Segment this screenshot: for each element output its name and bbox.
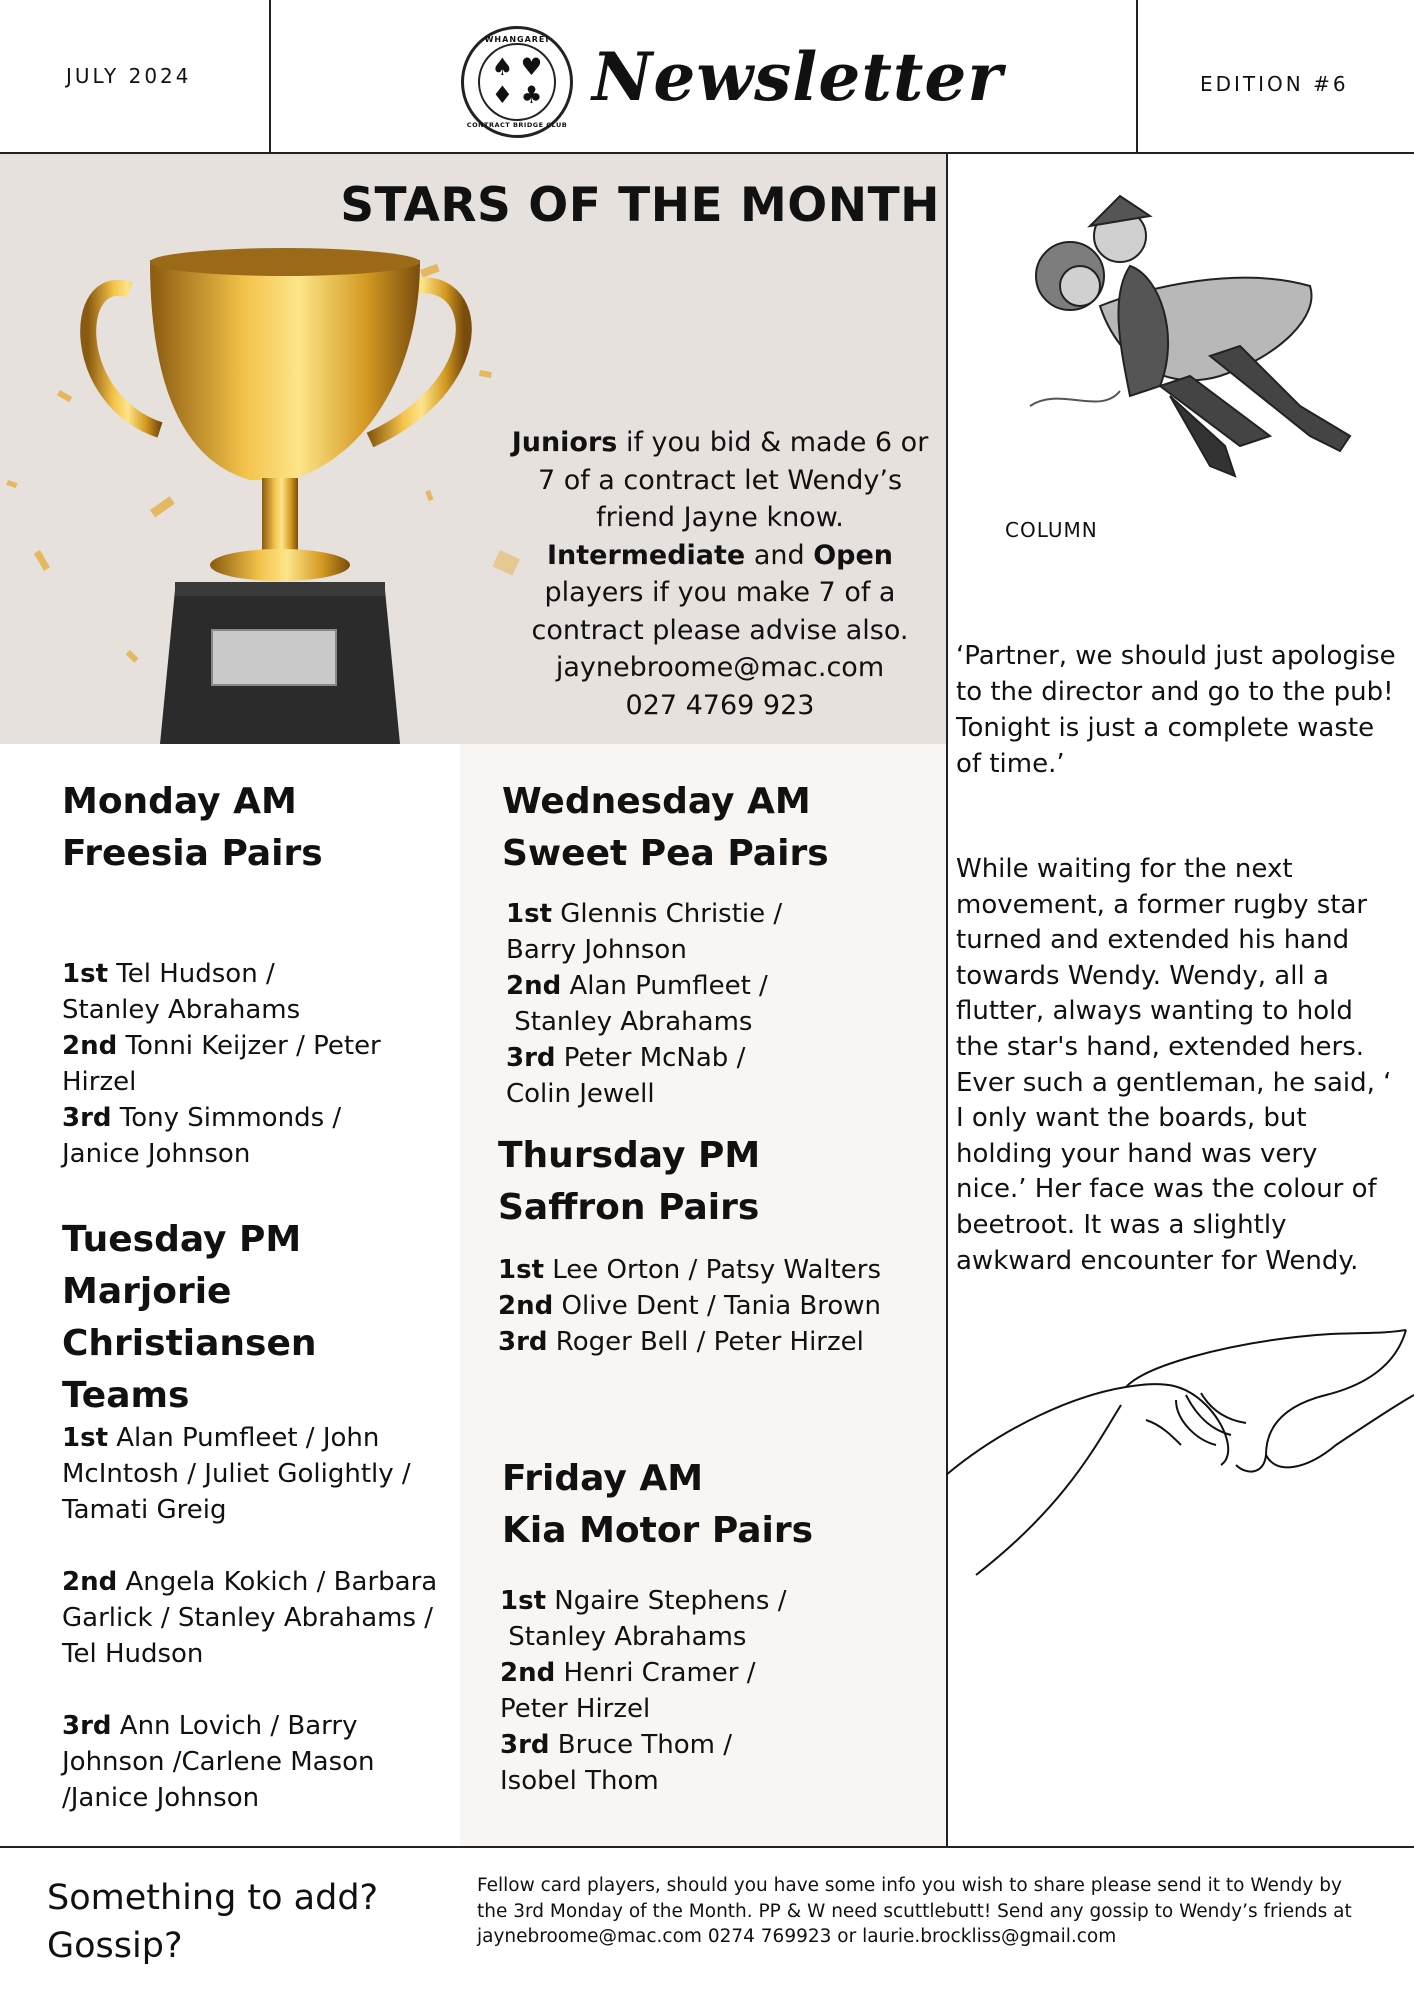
stars-title: STARS OF THE MONTH: [340, 178, 940, 233]
tuesday-title-line3: Christiansen: [62, 1323, 317, 1364]
place-label: 1st: [62, 959, 108, 989]
column-quote: ‘Partner, we should just apologise to the director and go to the pub! Tonight is just a complete waste of time.’: [956, 641, 1396, 779]
result-text: Roger Bell / Peter Hirzel: [547, 1327, 864, 1357]
result-text: Colin Jewell: [506, 1079, 655, 1109]
tuesday-title-line4: Teams: [62, 1375, 190, 1416]
juniors-label: Juniors: [511, 427, 618, 458]
thursday-title-line2: Saffron Pairs: [498, 1187, 760, 1228]
place-label: 3rd: [506, 1043, 556, 1073]
tuesday-section: [62, 1214, 452, 1816]
column-label: COLUMN: [1005, 518, 1098, 542]
monday-section: [62, 776, 452, 1172]
footer-text: Fellow card players, should you have some info you wish to share please send it to Wendy by the 3rd Monday of the Month. PP & W need scuttlebutt! Send any gossip to Wendy’s friends at jaynebroome@mac.com 0274 769923 or laurie.brockliss@gmail.com: [477, 1875, 1352, 1947]
result-text: McIntosh / Juliet Golightly /: [62, 1459, 411, 1489]
result-text: Janice Johnson: [62, 1139, 251, 1169]
result-text: Olive Dent / Tania Brown: [553, 1291, 882, 1321]
place-label: 2nd: [500, 1658, 556, 1688]
wednesday-title-line1: Wednesday AM: [502, 781, 811, 822]
juniors-notice: [500, 424, 940, 724]
result-text: Barry Johnson: [506, 935, 687, 965]
juniors-text: if you bid & made 6 or 7 of a contract let Wendy’s friend Jayne know.: [537, 427, 929, 533]
result-text: Peter Hirzel: [500, 1694, 651, 1724]
result-text: Peter McNab /: [555, 1043, 746, 1073]
result-text: Ann Lovich / Barry: [111, 1711, 358, 1741]
place-label: 2nd: [62, 1567, 118, 1597]
header-divider-right: [1136, 0, 1138, 154]
club-logo: [461, 26, 573, 138]
result-text: Tonni Keijzer / Peter: [117, 1031, 381, 1061]
place-label: 2nd: [506, 971, 562, 1001]
issue-date: JULY 2024: [66, 64, 192, 88]
edition-number: EDITION #6: [1200, 72, 1349, 96]
result-text: Lee Orton / Patsy Walters: [544, 1255, 882, 1285]
card-suits-icon: ♠ ♥ ♦ ♣: [491, 53, 543, 109]
footer-rule: [0, 1846, 1414, 1848]
column-story: While waiting for the next movement, a former rugby star turned and extended his hand towards Wendy. Wendy, all a flutter, always wanting to hold the star's hand, extended hers. Ever such a gentleman, he said, ‘ I only want the boards, but holding your hand was very nice.’ Her face was the colour of beetroot. It was a slightly awkward encounter for Wendy.: [956, 854, 1392, 1276]
tuesday-title-line1: Tuesday PM: [62, 1219, 302, 1260]
wednesday-results: [502, 896, 932, 1112]
thursday-results: [498, 1252, 938, 1360]
open-label: Open: [813, 539, 894, 571]
trophy-icon: [0, 230, 560, 744]
holding-hands-illustration: [946, 1325, 1414, 1585]
result-text: Tel Hudson: [62, 1639, 204, 1669]
result-text: Henri Cramer /: [555, 1658, 756, 1688]
place-label: 2nd: [62, 1031, 118, 1061]
friday-results: [500, 1583, 932, 1799]
header-divider-left: [269, 0, 271, 154]
contact-email: jaynebroome@mac.com: [555, 652, 885, 683]
wednesday-title-line2: Sweet Pea Pairs: [502, 833, 829, 874]
tuesday-title-line2: Marjorie: [62, 1271, 232, 1312]
result-text: Glennis Christie /: [552, 899, 783, 929]
thursday-title-line1: Thursday PM: [498, 1135, 761, 1176]
place-label: 1st: [498, 1255, 544, 1285]
friday-title-line2: Kia Motor Pairs: [502, 1510, 814, 1551]
tuesday-results: [62, 1420, 452, 1816]
and-text: and: [745, 539, 814, 571]
column-divider: [946, 154, 948, 1847]
result-text: Stanley Abrahams: [62, 995, 301, 1025]
result-text: Bruce Thom /: [549, 1730, 732, 1760]
wednesday-section: [502, 776, 932, 1112]
result-text: Angela Kokich / Barbara: [117, 1567, 438, 1597]
footer-question: Something to add? Gossip?: [47, 1878, 379, 1966]
masthead-title: Newsletter: [592, 38, 1004, 116]
result-text: Garlick / Stanley Abrahams /: [62, 1603, 434, 1633]
monday-title-line1: Monday AM: [62, 781, 297, 822]
result-text: Isobel Thom: [500, 1766, 659, 1796]
result-text: Stanley Abrahams: [500, 1622, 747, 1652]
open-text: players if you make 7 of a contract please advise also.: [531, 577, 909, 646]
intermediate-label: Intermediate: [546, 539, 746, 571]
result-text: Ngaire Stephens /: [546, 1586, 787, 1616]
place-label: 3rd: [62, 1711, 112, 1741]
contact-phone: 027 4769 923: [625, 689, 815, 721]
place-label: 1st: [62, 1423, 108, 1453]
friday-section: [502, 1453, 932, 1799]
place-label: 3rd: [500, 1730, 550, 1760]
result-text: Alan Pumfleet / John: [108, 1423, 380, 1453]
logo-ring-bottom-text: CONTRACT BRIDGE CLUB: [466, 121, 568, 129]
result-text: Alan Pumfleet /: [561, 971, 768, 1001]
result-text: /Janice Johnson: [62, 1783, 260, 1813]
result-text: Hirzel: [62, 1067, 137, 1097]
result-text: Tel Hudson /: [108, 959, 275, 989]
place-label: 2nd: [498, 1291, 554, 1321]
monday-title-line2: Freesia Pairs: [62, 833, 323, 874]
result-text: Johnson /Carlene Mason: [62, 1747, 375, 1777]
result-text: Tamati Greig: [62, 1495, 227, 1525]
logo-ring-top-text: WHANGAREI: [484, 35, 550, 44]
place-label: 1st: [506, 899, 552, 929]
result-text: Stanley Abrahams: [506, 1007, 753, 1037]
result-text: Tony Simmonds /: [111, 1103, 342, 1133]
place-label: 3rd: [498, 1327, 548, 1357]
monday-results: [62, 956, 452, 1172]
friday-title-line1: Friday AM: [502, 1458, 704, 1499]
thursday-section: [498, 1130, 938, 1360]
place-label: 3rd: [62, 1103, 112, 1133]
peter-pan-illustration: [1010, 186, 1390, 516]
place-label: 1st: [500, 1586, 546, 1616]
